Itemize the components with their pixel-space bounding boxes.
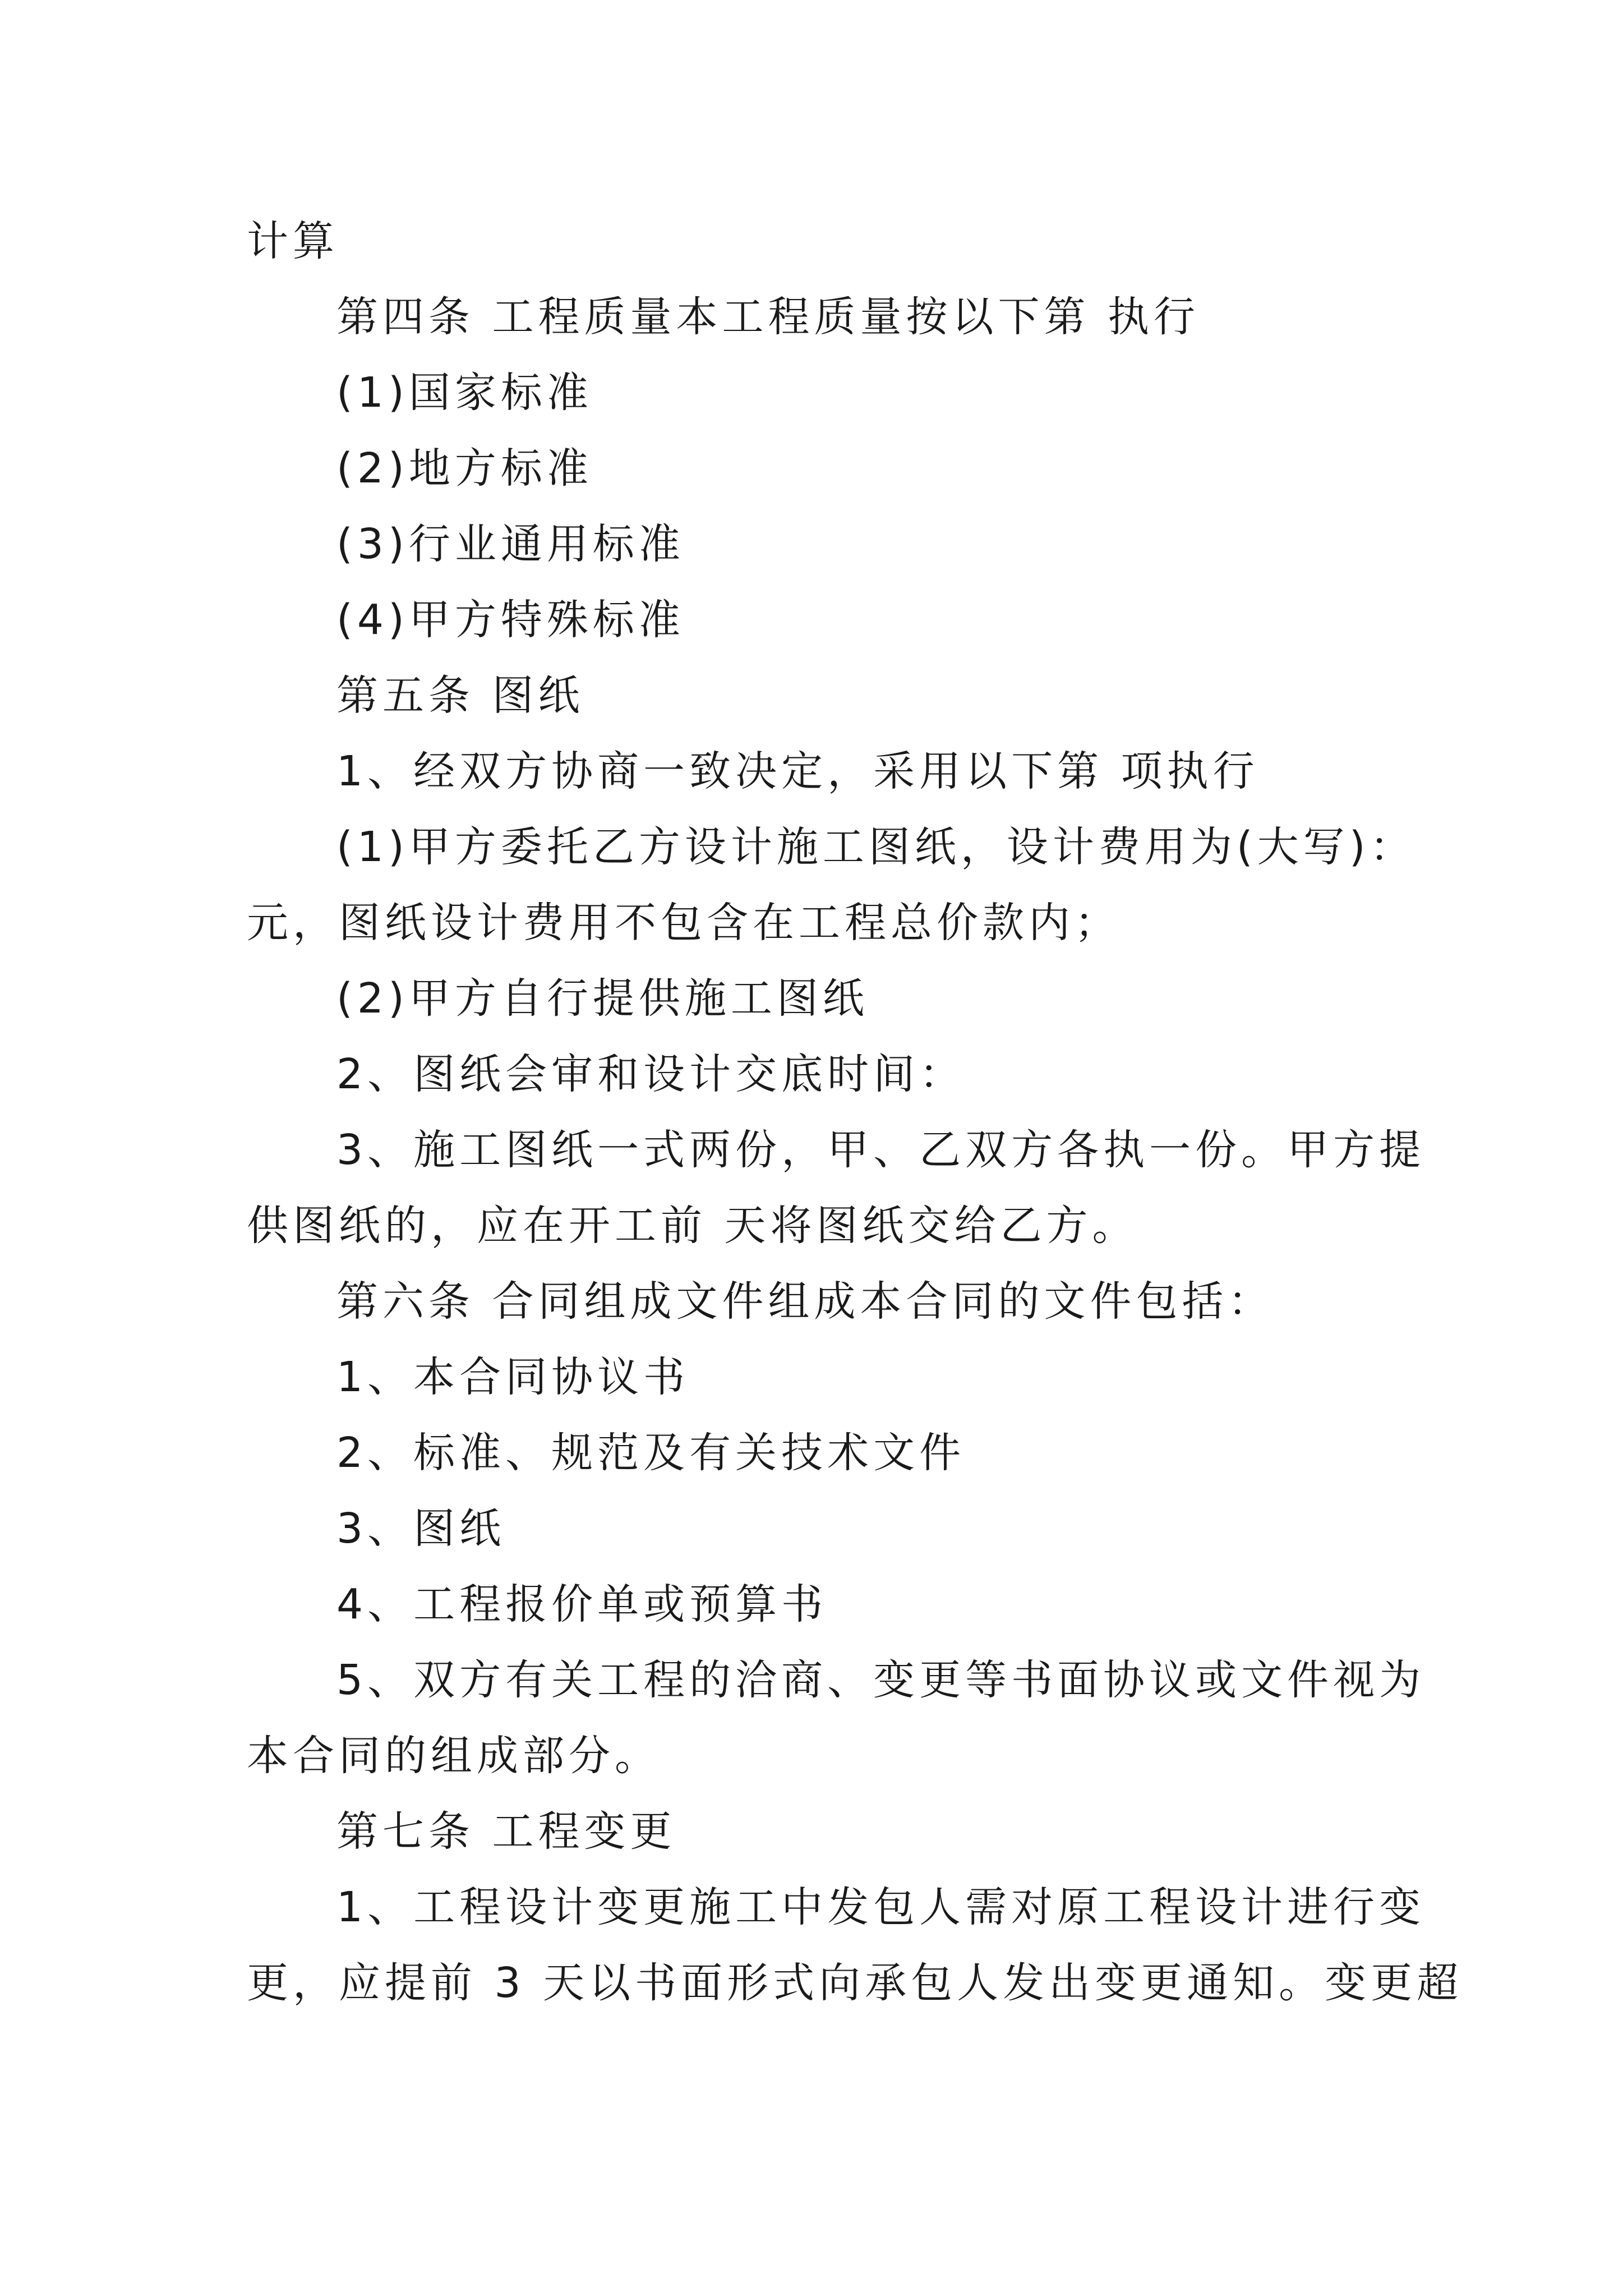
text-line: (2)地方标准 xyxy=(336,444,593,493)
text-line: 第七条 工程变更 xyxy=(336,1807,676,1856)
text-line: 1、经双方协商一致决定，采用以下第 项执行 xyxy=(336,747,1259,795)
text-line: 1、本合同协议书 xyxy=(336,1353,690,1401)
text-line: (1)国家标准 xyxy=(336,369,593,417)
text-line: 4、工程报价单或预算书 xyxy=(336,1580,828,1628)
text-line: (3)行业通用标准 xyxy=(336,520,685,568)
text-line: 1、工程设计变更施工中发包人需对原工程设计进行变 xyxy=(336,1883,1426,1931)
text-line: (2)甲方自行提供施工图纸 xyxy=(336,974,869,1023)
text-line: (4)甲方特殊标准 xyxy=(336,596,685,644)
text-line: 本合同的组成部分。 xyxy=(247,1732,661,1780)
text-line: 更，应提前 3 天以书面形式向承包人发出变更通知。变更超 xyxy=(247,1959,1463,2007)
text-line: 第四条 工程质量本工程质量按以下第 执行 xyxy=(336,293,1200,341)
text-line: 3、图纸 xyxy=(336,1504,506,1553)
text-line: 计算 xyxy=(247,217,339,265)
text-line: 第六条 合同组成文件组成本合同的文件包括： xyxy=(336,1277,1274,1326)
text-line: 5、双方有关工程的洽商、变更等书面协议或文件视为 xyxy=(336,1656,1426,1704)
text-line: 2、标准、规范及有关技术文件 xyxy=(336,1429,966,1477)
text-line: 3、施工图纸一式两份，甲、乙双方各执一份。甲方提 xyxy=(336,1126,1426,1174)
text-line: 2、图纸会审和设计交底时间： xyxy=(336,1050,966,1098)
text-line: (1)甲方委托乙方设计施工图纸，设计费用为(大写)： xyxy=(336,823,1416,871)
text-line: 供图纸的，应在开工前 天将图纸交给乙方。 xyxy=(247,1202,1138,1250)
text-line: 元，图纸设计费用不包含在工程总价款内； xyxy=(247,899,1121,947)
text-line: 第五条 图纸 xyxy=(336,671,584,720)
